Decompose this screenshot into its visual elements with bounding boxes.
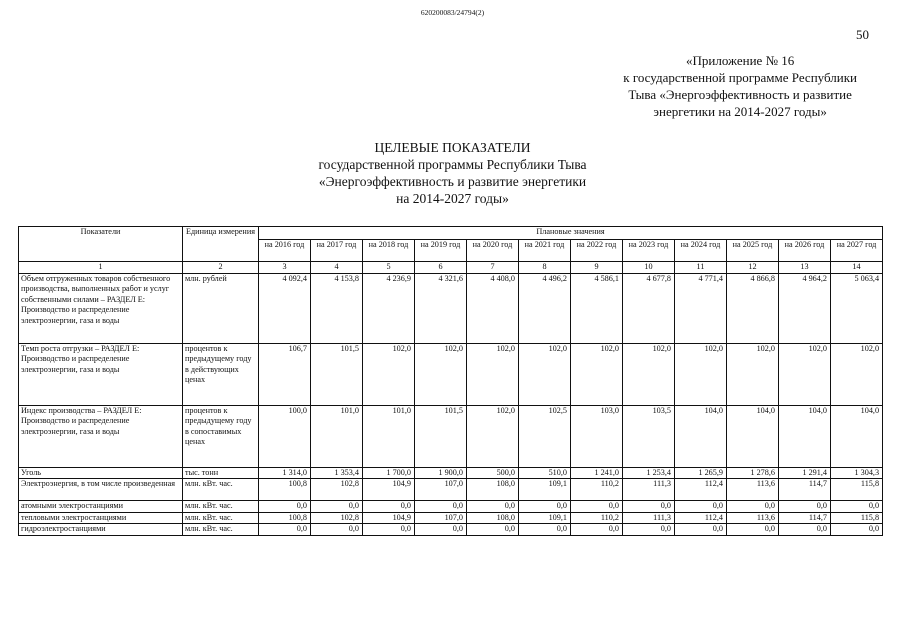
value-cell: 112,4 xyxy=(675,479,727,501)
indicator-cell: гидроэлектростанциями xyxy=(19,524,183,536)
indicators-table xyxy=(18,226,883,536)
appendix-note xyxy=(623,52,857,120)
unit-cell: млн. кВт. час. xyxy=(183,479,259,501)
header-year: на 2022 год xyxy=(571,240,623,262)
unit-cell: млн. кВт. час. xyxy=(183,524,259,536)
value-cell: 100,8 xyxy=(259,512,311,524)
value-cell: 108,0 xyxy=(467,479,519,501)
value-cell: 102,0 xyxy=(727,343,779,405)
value-cell: 101,0 xyxy=(311,405,363,467)
unit-cell: тыс. тонн xyxy=(183,467,259,479)
value-cell: 500,0 xyxy=(467,467,519,479)
value-cell: 111,3 xyxy=(623,512,675,524)
value-cell: 0,0 xyxy=(363,501,415,513)
value-cell: 0,0 xyxy=(311,501,363,513)
value-cell: 4 586,1 xyxy=(571,273,623,343)
value-cell: 100,0 xyxy=(259,405,311,467)
value-cell: 110,2 xyxy=(571,512,623,524)
value-cell: 102,0 xyxy=(467,405,519,467)
indicator-cell: атомными электростанциями xyxy=(19,501,183,513)
unit-cell: млн. кВт. час. xyxy=(183,501,259,513)
value-cell: 104,0 xyxy=(831,405,883,467)
value-cell: 106,7 xyxy=(259,343,311,405)
value-cell: 1 253,4 xyxy=(623,467,675,479)
indicator-cell: тепловыми электростанциями xyxy=(19,512,183,524)
column-number: 5 xyxy=(363,262,415,274)
value-cell: 1 314,0 xyxy=(259,467,311,479)
unit-cell: млн. рублей xyxy=(183,273,259,343)
value-cell: 0,0 xyxy=(675,501,727,513)
column-number: 1 xyxy=(19,262,183,274)
value-cell: 107,0 xyxy=(415,479,467,501)
unit-cell: процентов к предыдущему году в действующих ценах xyxy=(183,343,259,405)
document-id: 620200083/24794(2) xyxy=(420,8,485,17)
header-year: на 2020 год xyxy=(467,240,519,262)
appendix-line: к государственной программе Республики xyxy=(623,70,857,85)
value-cell: 0,0 xyxy=(571,524,623,536)
value-cell: 102,0 xyxy=(779,343,831,405)
header-year: на 2026 год xyxy=(779,240,831,262)
value-cell: 0,0 xyxy=(675,524,727,536)
table-row xyxy=(19,343,883,405)
header-year: на 2024 год xyxy=(675,240,727,262)
value-cell: 1 353,4 xyxy=(311,467,363,479)
value-cell: 101,5 xyxy=(415,405,467,467)
value-cell: 4 677,8 xyxy=(623,273,675,343)
value-cell: 108,0 xyxy=(467,512,519,524)
table-row xyxy=(19,273,883,343)
value-cell: 0,0 xyxy=(831,524,883,536)
value-cell: 109,1 xyxy=(519,512,571,524)
value-cell: 112,4 xyxy=(675,512,727,524)
header-year: на 2023 год xyxy=(623,240,675,262)
column-number: 2 xyxy=(183,262,259,274)
value-cell: 113,6 xyxy=(727,512,779,524)
title-line: «Энергоэффективность и развитие энергетики xyxy=(318,174,587,189)
value-cell: 102,0 xyxy=(571,343,623,405)
page-number: 50 xyxy=(856,27,869,42)
value-cell: 115,8 xyxy=(831,512,883,524)
value-cell: 4 321,6 xyxy=(415,273,467,343)
table-row xyxy=(19,467,883,479)
value-cell: 102,0 xyxy=(623,343,675,405)
value-cell: 0,0 xyxy=(623,524,675,536)
value-cell: 102,0 xyxy=(675,343,727,405)
value-cell: 107,0 xyxy=(415,512,467,524)
value-cell: 104,9 xyxy=(363,512,415,524)
unit-cell: млн. кВт. час. xyxy=(183,512,259,524)
value-cell: 0,0 xyxy=(519,524,571,536)
value-cell: 1 278,6 xyxy=(727,467,779,479)
header-year: на 2025 год xyxy=(727,240,779,262)
value-cell: 102,8 xyxy=(311,512,363,524)
value-cell: 4 092,4 xyxy=(259,273,311,343)
value-cell: 101,0 xyxy=(363,405,415,467)
value-cell: 0,0 xyxy=(727,524,779,536)
value-cell: 101,5 xyxy=(311,343,363,405)
value-cell: 0,0 xyxy=(831,501,883,513)
value-cell: 0,0 xyxy=(311,524,363,536)
value-cell: 114,7 xyxy=(779,512,831,524)
value-cell: 102,0 xyxy=(363,343,415,405)
value-cell: 0,0 xyxy=(519,501,571,513)
value-cell: 0,0 xyxy=(363,524,415,536)
value-cell: 102,5 xyxy=(519,405,571,467)
value-cell: 1 291,4 xyxy=(779,467,831,479)
value-cell: 4 771,4 xyxy=(675,273,727,343)
table-row xyxy=(19,479,883,501)
value-cell: 4 964,2 xyxy=(779,273,831,343)
table-row xyxy=(19,524,883,536)
table-row xyxy=(19,501,883,513)
value-cell: 104,0 xyxy=(727,405,779,467)
appendix-line: «Приложение № 16 xyxy=(686,53,795,68)
header-year: на 2021 год xyxy=(519,240,571,262)
value-cell: 1 900,0 xyxy=(415,467,467,479)
title-line: государственной программы Республики Тыва xyxy=(318,157,587,172)
header-indicator: Показатели xyxy=(19,227,183,262)
indicator-cell: Темп роста отгрузки – РАЗДЕЛ Е: Производство и распределение электроэнергии, газа и воды xyxy=(19,343,183,405)
column-number: 11 xyxy=(675,262,727,274)
value-cell: 102,0 xyxy=(467,343,519,405)
table-row xyxy=(19,405,883,467)
value-cell: 104,0 xyxy=(675,405,727,467)
value-cell: 1 265,9 xyxy=(675,467,727,479)
value-cell: 113,6 xyxy=(727,479,779,501)
value-cell: 102,0 xyxy=(415,343,467,405)
value-cell: 0,0 xyxy=(727,501,779,513)
header-year: на 2016 год xyxy=(259,240,311,262)
value-cell: 5 063,4 xyxy=(831,273,883,343)
value-cell: 102,0 xyxy=(831,343,883,405)
title-line: на 2014-2027 годы» xyxy=(396,191,509,206)
header-unit: Единица измерения xyxy=(183,227,259,262)
indicator-cell: Электроэнергия, в том числе произведенная xyxy=(19,479,183,501)
document-title xyxy=(0,139,905,207)
value-cell: 104,9 xyxy=(363,479,415,501)
value-cell: 103,5 xyxy=(623,405,675,467)
column-number: 13 xyxy=(779,262,831,274)
value-cell: 0,0 xyxy=(467,524,519,536)
appendix-line: Тыва «Энергоэффективность и развитие xyxy=(628,87,852,102)
column-number: 7 xyxy=(467,262,519,274)
column-number: 3 xyxy=(259,262,311,274)
column-number: 12 xyxy=(727,262,779,274)
value-cell: 0,0 xyxy=(415,524,467,536)
value-cell: 1 241,0 xyxy=(571,467,623,479)
value-cell: 102,0 xyxy=(519,343,571,405)
value-cell: 4 408,0 xyxy=(467,273,519,343)
value-cell: 4 153,8 xyxy=(311,273,363,343)
value-cell: 0,0 xyxy=(467,501,519,513)
value-cell: 100,8 xyxy=(259,479,311,501)
value-cell: 0,0 xyxy=(779,501,831,513)
value-cell: 0,0 xyxy=(779,524,831,536)
value-cell: 111,3 xyxy=(623,479,675,501)
value-cell: 110,2 xyxy=(571,479,623,501)
column-number: 6 xyxy=(415,262,467,274)
header-year: на 2017 год xyxy=(311,240,363,262)
column-number: 10 xyxy=(623,262,675,274)
header-plan-values: Плановые значения xyxy=(259,227,883,240)
column-number: 4 xyxy=(311,262,363,274)
value-cell: 4 236,9 xyxy=(363,273,415,343)
header-year: на 2019 год xyxy=(415,240,467,262)
column-number: 14 xyxy=(831,262,883,274)
value-cell: 0,0 xyxy=(259,501,311,513)
value-cell: 4 866,8 xyxy=(727,273,779,343)
value-cell: 510,0 xyxy=(519,467,571,479)
indicator-cell: Индекс производства – РАЗДЕЛ Е: Производство и распределение электроэнергии, газа и воды xyxy=(19,405,183,467)
header-year: на 2018 год xyxy=(363,240,415,262)
value-cell: 103,0 xyxy=(571,405,623,467)
unit-cell: процентов к предыдущему году в сопоставимых ценах xyxy=(183,405,259,467)
appendix-line: энергетики на 2014-2027 годы» xyxy=(653,104,827,119)
indicator-cell: Объем отгруженных товаров собственного производства, выполненных работ и услуг собственными силами – РАЗДЕЛ Е: Производство и распределение электроэнергии, газа и воды xyxy=(19,273,183,343)
value-cell: 1 700,0 xyxy=(363,467,415,479)
column-number: 9 xyxy=(571,262,623,274)
title-line: ЦЕЛЕВЫЕ ПОКАЗАТЕЛИ xyxy=(374,140,531,155)
value-cell: 109,1 xyxy=(519,479,571,501)
value-cell: 0,0 xyxy=(571,501,623,513)
table-row xyxy=(19,512,883,524)
value-cell: 114,7 xyxy=(779,479,831,501)
value-cell: 102,8 xyxy=(311,479,363,501)
column-number: 8 xyxy=(519,262,571,274)
value-cell: 115,8 xyxy=(831,479,883,501)
value-cell: 0,0 xyxy=(623,501,675,513)
value-cell: 0,0 xyxy=(259,524,311,536)
value-cell: 1 304,3 xyxy=(831,467,883,479)
indicator-cell: Уголь xyxy=(19,467,183,479)
header-year: на 2027 год xyxy=(831,240,883,262)
value-cell: 0,0 xyxy=(415,501,467,513)
value-cell: 104,0 xyxy=(779,405,831,467)
value-cell: 4 496,2 xyxy=(519,273,571,343)
